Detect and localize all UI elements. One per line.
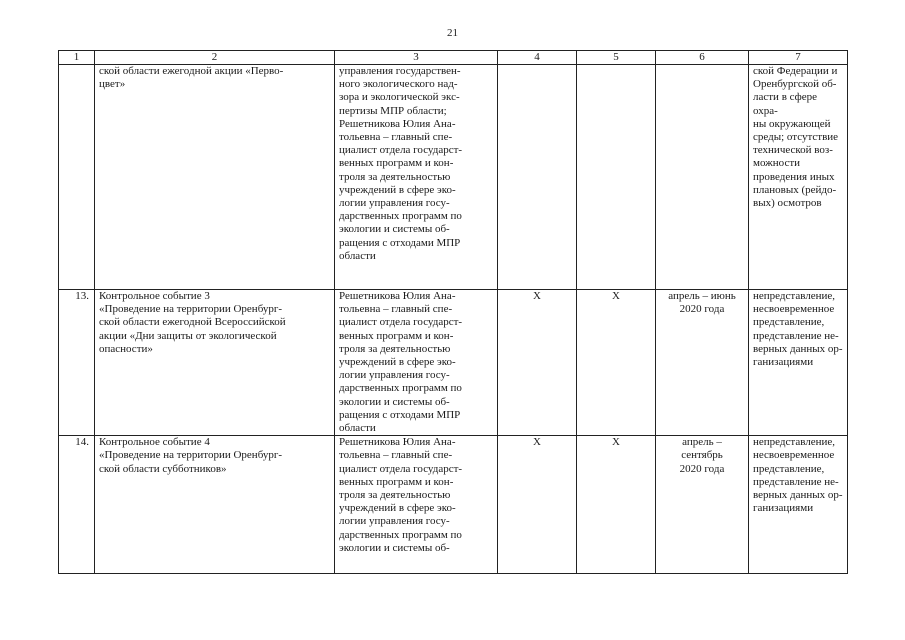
row-number: 14. bbox=[59, 436, 95, 574]
table-header-row bbox=[59, 51, 848, 65]
header-col-4: 4 bbox=[498, 51, 577, 65]
header-col-1: 1 bbox=[59, 51, 95, 65]
row-number bbox=[59, 65, 95, 290]
col4-cell: X bbox=[498, 436, 577, 574]
table-row bbox=[59, 436, 848, 574]
header-col-7: 7 bbox=[749, 51, 848, 65]
risk-cell: непредставление, несвоевременное представление, представление не- верных данных ор- ганизациями bbox=[749, 290, 848, 436]
responsible-cell: Решетникова Юлия Ана- тольевна – главный спе- циалист отдела государст- венных программ и кон- троля за деятельностью учреждений в сфере эко- логии управления госу- дарственных программ по экологии и системы об- bbox=[335, 436, 498, 574]
date-cell bbox=[656, 65, 749, 290]
table-row bbox=[59, 290, 848, 436]
col5-cell bbox=[577, 65, 656, 290]
event-cell: ской области ежегодной акции «Перво- цвет» bbox=[95, 65, 335, 290]
col4-cell: X bbox=[498, 290, 577, 436]
col5-cell: X bbox=[577, 436, 656, 574]
responsible-cell: Решетникова Юлия Ана- тольевна – главный спе- циалист отдела государст- венных программ и кон- троля за деятельностью учреждений в сфере эко- логии управления госу- дарственных программ по экологии и системы об- ращения с отходами МПР области bbox=[335, 290, 498, 436]
header-col-3: 3 bbox=[335, 51, 498, 65]
row-number: 13. bbox=[59, 290, 95, 436]
event-cell: Контрольное событие 4 «Проведение на территории Оренбург- ской области субботников» bbox=[95, 436, 335, 574]
col5-cell: X bbox=[577, 290, 656, 436]
page-number: 21 bbox=[447, 27, 458, 39]
date-cell: апрель – июнь 2020 года bbox=[656, 290, 749, 436]
date-cell: апрель – сентябрь 2020 года bbox=[656, 436, 749, 574]
table-row bbox=[59, 65, 848, 290]
document-table bbox=[58, 50, 848, 574]
risk-cell: непредставление, несвоевременное представление, представление не- верных данных ор- ганизациями bbox=[749, 436, 848, 574]
header-col-2: 2 bbox=[95, 51, 335, 65]
col4-cell bbox=[498, 65, 577, 290]
header-col-5: 5 bbox=[577, 51, 656, 65]
header-col-6: 6 bbox=[656, 51, 749, 65]
risk-cell: ской Федерации и Оренбургской об- ласти в сфере охра- ны окружающей среды; отсутствие технической воз- можности проведения иных плановых (рейдо- вых) осмотров bbox=[749, 65, 848, 290]
responsible-cell: управления государствен- ного экологического над- зора и экологической экс- пертизы МПР области; Решетникова Юлия Ана- тольевна – главный спе- циалист отдела государст- венных программ и кон- троля за деятельностью учреждений в сфере эко- логии управления госу- дарственных программ по экологии и системы об- ращения с отходами МПР области bbox=[335, 65, 498, 290]
event-cell: Контрольное событие 3 «Проведение на территории Оренбург- ской области ежегодной Всероссийской акции «Дни защиты от экологической опасности» bbox=[95, 290, 335, 436]
